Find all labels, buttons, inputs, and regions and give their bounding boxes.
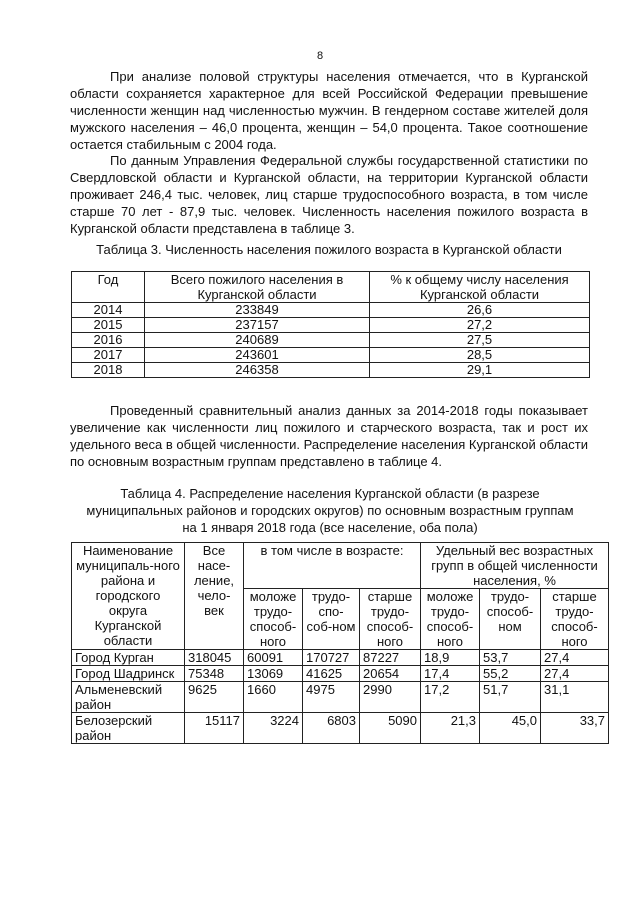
table3-cell-percent: 28,5 bbox=[370, 348, 590, 363]
table4-cell: 21,3 bbox=[421, 713, 480, 744]
table3-caption: Таблица 3. Численность населения пожилого возраста в Курганской области bbox=[96, 242, 562, 257]
table-row bbox=[72, 650, 609, 666]
table4-cell: 33,7 bbox=[541, 713, 609, 744]
table4-subheader: старше трудо-способ-ного bbox=[541, 589, 609, 650]
table4-subheader: моложе трудо-способ-ного bbox=[421, 589, 480, 650]
table4-cell-name: Город Курган bbox=[72, 650, 185, 666]
table4-cell: 4975 bbox=[303, 682, 360, 713]
table4-cell: 55,2 bbox=[480, 666, 541, 682]
table4-cell: 13069 bbox=[244, 666, 303, 682]
table3-cell-percent: 26,6 bbox=[370, 303, 590, 318]
table3-header-percent: % к общему числу населения Курганской области bbox=[370, 272, 590, 303]
table4-cell: 3224 bbox=[244, 713, 303, 744]
table4-cell: 5090 bbox=[360, 713, 421, 744]
table4-cell: 87227 bbox=[360, 650, 421, 666]
table3-cell-percent: 27,2 bbox=[370, 318, 590, 333]
table3-elderly-population bbox=[71, 271, 590, 378]
page-number: 8 bbox=[316, 50, 324, 62]
table4-cell: 75348 bbox=[185, 666, 244, 682]
table4-cell: 27,4 bbox=[541, 666, 609, 682]
table3-cell-year: 2015 bbox=[72, 318, 145, 333]
table4-cell-name: Альменевский район bbox=[72, 682, 185, 713]
table4-cell: 9625 bbox=[185, 682, 244, 713]
table4-cell: 318045 bbox=[185, 650, 244, 666]
table4-subheader: моложе трудо-способ-ного bbox=[244, 589, 303, 650]
table4-cell-name: Белозерский район bbox=[72, 713, 185, 744]
table4-header-name: Наименование муниципаль-ного района и городского округа Курганской области bbox=[72, 543, 185, 650]
table3-cell-year: 2018 bbox=[72, 363, 145, 378]
table3-cell-percent: 27,5 bbox=[370, 333, 590, 348]
table3-cell-year: 2016 bbox=[72, 333, 145, 348]
table4-cell: 17,4 bbox=[421, 666, 480, 682]
table3-cell-total: 243601 bbox=[145, 348, 370, 363]
table4-subheader: старше трудо-способ-ного bbox=[360, 589, 421, 650]
table4-cell: 6803 bbox=[303, 713, 360, 744]
table4-cell: 53,7 bbox=[480, 650, 541, 666]
table4-cell: 17,2 bbox=[421, 682, 480, 713]
table4-cell: 27,4 bbox=[541, 650, 609, 666]
table-row bbox=[72, 333, 590, 348]
table-row bbox=[72, 348, 590, 363]
table4-cell: 20654 bbox=[360, 666, 421, 682]
table4-cell: 18,9 bbox=[421, 650, 480, 666]
table4-cell-name: Город Шадринск bbox=[72, 666, 185, 682]
table4-header-age-group: в том числе в возрасте: bbox=[244, 543, 421, 589]
table3-cell-year: 2017 bbox=[72, 348, 145, 363]
table-row bbox=[72, 682, 609, 713]
table3-cell-total: 237157 bbox=[145, 318, 370, 333]
table4-cell: 51,7 bbox=[480, 682, 541, 713]
table-row bbox=[72, 666, 609, 682]
table3-cell-total: 240689 bbox=[145, 333, 370, 348]
table3-header-total: Всего пожилого населения в Курганской области bbox=[145, 272, 370, 303]
table3-cell-year: 2014 bbox=[72, 303, 145, 318]
paragraph-gender-structure: При анализе половой структуры населения отмечается, что в Курганской области сохраняется характерное для всей Российской Федерации превышение численности женщин над численностью мужчин. В гендерном составе жителей доля мужского населения – 46,0 процента, женщин – 54,0 процента. Такое соотношение остается стабильным с 2004 года. bbox=[70, 69, 588, 152]
table4-cell: 41625 bbox=[303, 666, 360, 682]
table3-cell-total: 233849 bbox=[145, 303, 370, 318]
table4-caption: Таблица 4. Распределение населения Курганской области (в разрезе муниципальных районов и городских округов) по основным возрастным группам на 1 января 2018 года (все население, оба пола) bbox=[86, 486, 574, 535]
table4-cell: 31,1 bbox=[541, 682, 609, 713]
table-row bbox=[72, 363, 590, 378]
table4-header-share-group: Удельный вес возрастных групп в общей численности населения, % bbox=[421, 543, 609, 589]
table4-subheader: трудо-способ-ном bbox=[480, 589, 541, 650]
paragraph-elderly-statistics: По данным Управления Федеральной службы государственной статистики по Свердловской области и Курганской области, на территории Курганской области проживает 246,4 тыс. человек, лиц старше трудоспособного возраста, в том числе старше 70 лет - 87,9 тыс. человек. Численность населения пожилого возраста в Курганской области представлена в таблице 3. bbox=[70, 153, 588, 236]
table4-header-row bbox=[72, 543, 609, 589]
paragraph-comparative-analysis: Проведенный сравнительный анализ данных за 2014-2018 годы показывает увеличение как численности лиц пожилого и старческого возраста, так и рост их удельного веса в общей численности. Распределение населения Курганской области по основным возрастным группам представлено в таблице 4. bbox=[70, 403, 588, 469]
table4-cell: 1660 bbox=[244, 682, 303, 713]
table3-header-year: Год bbox=[72, 272, 145, 303]
table-row bbox=[72, 713, 609, 744]
table4-cell: 60091 bbox=[244, 650, 303, 666]
table4-subheader: трудо-спо-соб-ном bbox=[303, 589, 360, 650]
table4-cell: 15117 bbox=[185, 713, 244, 744]
table4-cell: 2990 bbox=[360, 682, 421, 713]
table3-cell-total: 246358 bbox=[145, 363, 370, 378]
table4-age-distribution bbox=[71, 542, 609, 744]
table3-cell-percent: 29,1 bbox=[370, 363, 590, 378]
table4-cell: 170727 bbox=[303, 650, 360, 666]
table-row bbox=[72, 318, 590, 333]
table4-header-total: Все насе-ление, чело-век bbox=[185, 543, 244, 650]
table-row bbox=[72, 303, 590, 318]
table3-header-row bbox=[72, 272, 590, 303]
table4-cell: 45,0 bbox=[480, 713, 541, 744]
